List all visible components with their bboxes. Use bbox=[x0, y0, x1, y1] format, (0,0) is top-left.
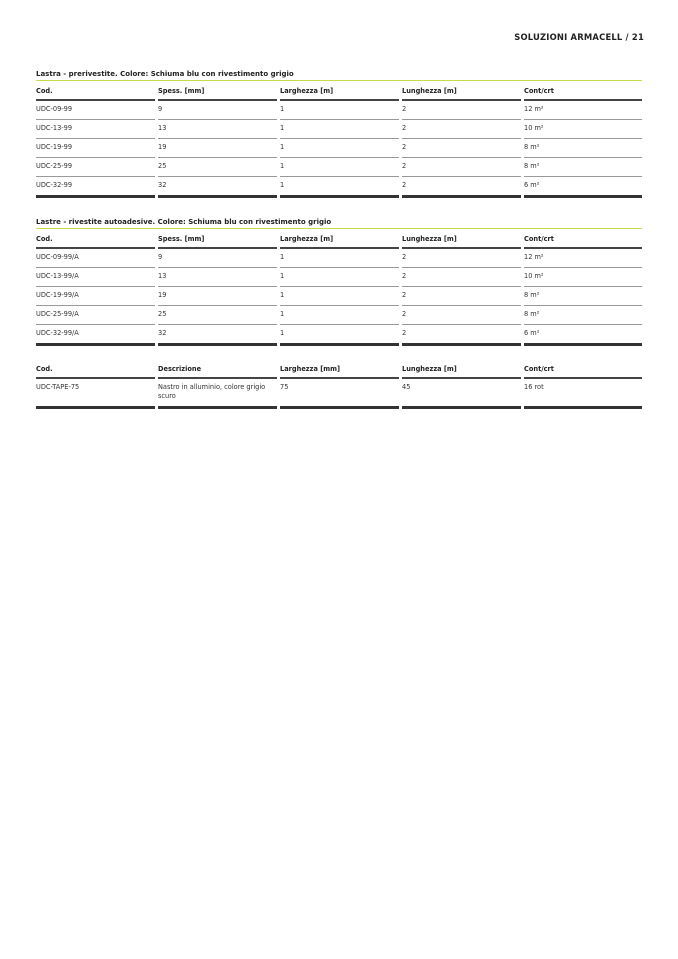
cell-quantity: 16 rot bbox=[524, 379, 642, 409]
column-header: Larghezza [m] bbox=[280, 81, 399, 101]
column-header: Lunghezza [m] bbox=[402, 229, 521, 249]
cell-code: UDC-09-99/A bbox=[36, 249, 155, 268]
cell-length: 2 bbox=[402, 101, 521, 120]
cell-length: 2 bbox=[402, 249, 521, 268]
cell-code: UDC-32-99 bbox=[36, 177, 155, 198]
product-table bbox=[36, 81, 642, 198]
cell-code: UDC-TAPE-75 bbox=[36, 379, 155, 409]
cell-width: 1 bbox=[280, 139, 399, 158]
cell-width: 1 bbox=[280, 268, 399, 287]
cell-thickness: 25 bbox=[158, 306, 277, 325]
cell-width: 1 bbox=[280, 287, 399, 306]
cell-length: 2 bbox=[402, 177, 521, 198]
cell-length: 2 bbox=[402, 268, 521, 287]
cell-length: 2 bbox=[402, 139, 521, 158]
cell-thickness: 19 bbox=[158, 139, 277, 158]
cell-thickness: 32 bbox=[158, 177, 277, 198]
cell-code: UDC-19-99/A bbox=[36, 287, 155, 306]
column-header: Cod. bbox=[36, 81, 155, 101]
cell-quantity: 6 m² bbox=[524, 177, 642, 198]
column-header: Larghezza [m] bbox=[280, 229, 399, 249]
cell-quantity: 10 m² bbox=[524, 120, 642, 139]
cell-code: UDC-13-99 bbox=[36, 120, 155, 139]
column-header: Spess. [mm] bbox=[158, 229, 277, 249]
cell-width: 1 bbox=[280, 158, 399, 177]
cell-thickness: 13 bbox=[158, 268, 277, 287]
cell-code: UDC-25-99/A bbox=[36, 306, 155, 325]
cell-thickness: 9 bbox=[158, 249, 277, 268]
cell-quantity: 10 m² bbox=[524, 268, 642, 287]
column-header: Cod. bbox=[36, 359, 155, 379]
cell-code: UDC-32-99/A bbox=[36, 325, 155, 346]
cell-length: 2 bbox=[402, 306, 521, 325]
cell-thickness: 19 bbox=[158, 287, 277, 306]
cell-width: 1 bbox=[280, 101, 399, 120]
column-header: Cont/crt bbox=[524, 359, 642, 379]
cell-length: 2 bbox=[402, 325, 521, 346]
cell-quantity: 8 m² bbox=[524, 306, 642, 325]
cell-width: 75 bbox=[280, 379, 399, 409]
cell-length: 2 bbox=[402, 158, 521, 177]
column-header: Cont/crt bbox=[524, 229, 642, 249]
page-header: SOLUZIONI ARMACELL / 21 bbox=[514, 32, 644, 42]
table-section-prerivestite bbox=[36, 68, 642, 198]
column-header: Cod. bbox=[36, 229, 155, 249]
table-title: Lastre - rivestite autoadesive. Colore: Schiuma blu con rivestimento grigio bbox=[36, 216, 642, 229]
column-header: Lunghezza [m] bbox=[402, 359, 521, 379]
cell-width: 1 bbox=[280, 306, 399, 325]
cell-code: UDC-19-99 bbox=[36, 139, 155, 158]
cell-description: Nastro in alluminio, colore grigio scuro bbox=[158, 379, 277, 409]
column-header: Cont/crt bbox=[524, 81, 642, 101]
cell-quantity: 8 m² bbox=[524, 287, 642, 306]
cell-code: UDC-13-99/A bbox=[36, 268, 155, 287]
cell-quantity: 6 m² bbox=[524, 325, 642, 346]
product-table bbox=[36, 229, 642, 346]
cell-width: 1 bbox=[280, 249, 399, 268]
table-title: Lastra - prerivestite. Colore: Schiuma blu con rivestimento grigio bbox=[36, 68, 642, 81]
cell-length: 2 bbox=[402, 287, 521, 306]
column-header: Larghezza [mm] bbox=[280, 359, 399, 379]
cell-width: 1 bbox=[280, 325, 399, 346]
table-section-tape bbox=[36, 359, 642, 409]
cell-thickness: 13 bbox=[158, 120, 277, 139]
cell-thickness: 25 bbox=[158, 158, 277, 177]
cell-width: 1 bbox=[280, 177, 399, 198]
cell-width: 1 bbox=[280, 120, 399, 139]
cell-code: UDC-25-99 bbox=[36, 158, 155, 177]
table-section-autoadesive bbox=[36, 216, 642, 346]
cell-quantity: 12 m² bbox=[524, 101, 642, 120]
cell-length: 2 bbox=[402, 120, 521, 139]
column-header: Descrizione bbox=[158, 359, 277, 379]
cell-length: 45 bbox=[402, 379, 521, 409]
column-header: Lunghezza [m] bbox=[402, 81, 521, 101]
cell-quantity: 8 m² bbox=[524, 158, 642, 177]
cell-thickness: 32 bbox=[158, 325, 277, 346]
column-header: Spess. [mm] bbox=[158, 81, 277, 101]
product-table bbox=[36, 359, 642, 409]
cell-quantity: 8 m² bbox=[524, 139, 642, 158]
cell-code: UDC-09-99 bbox=[36, 101, 155, 120]
cell-thickness: 9 bbox=[158, 101, 277, 120]
cell-quantity: 12 m² bbox=[524, 249, 642, 268]
